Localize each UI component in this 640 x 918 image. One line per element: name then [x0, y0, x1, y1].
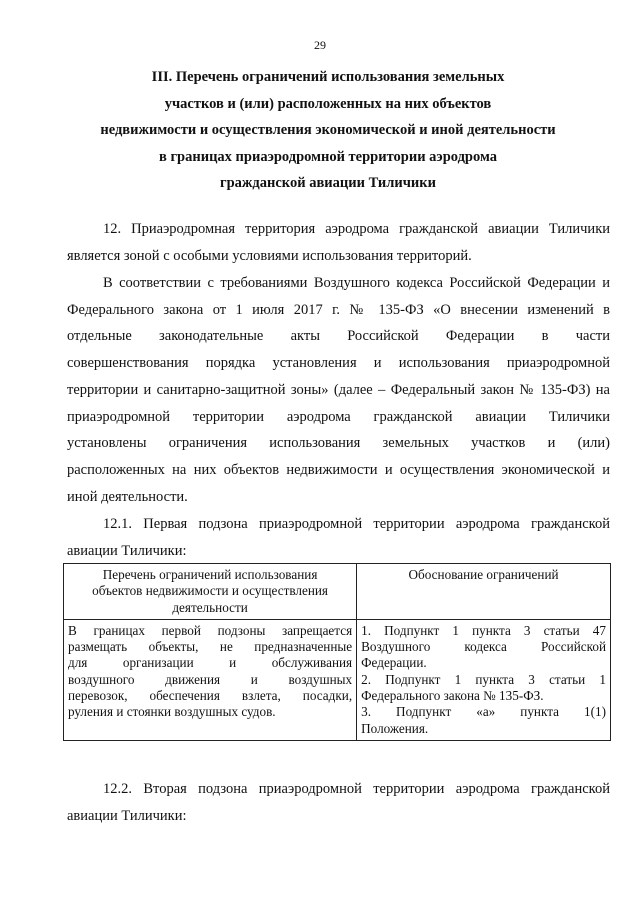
heading-line: участков и (или) расположенных на них объектов — [164, 95, 492, 112]
cell-line: 2. Подпункт 1 пункта 3 статьи 1 — [361, 671, 606, 687]
cell-restriction-text — [64, 619, 357, 740]
cell-line: перевозок, обеспечения взлета, посадки, — [68, 688, 353, 704]
page-number: 29 — [314, 38, 326, 52]
text-line: отдельные законодательные акты Российской Федерации в части — [67, 328, 610, 345]
header-line: деятельности — [172, 599, 248, 615]
cell-line: воздушного движения и воздушных — [68, 671, 353, 687]
heading-line: в границах приаэродромной территории аэродрома — [159, 148, 497, 165]
cell-line: Положения. — [361, 720, 429, 736]
header-line: объектов недвижимости и осуществления — [92, 583, 329, 599]
text-line: 12. Приаэродромная территория аэродрома гражданской авиации Тиличики — [103, 221, 610, 237]
text-line: 12.1. Первая подзона приаэродромной территории аэродрома гражданской — [103, 516, 610, 532]
heading-line: недвижимости и осуществления экономической и иной деятельности — [100, 122, 556, 138]
text-line: иной деятельности. — [67, 488, 188, 505]
cell-line: Федерации. — [361, 655, 427, 671]
text-line: расположенных на них объектов недвижимости и осуществления экономической и — [67, 461, 610, 478]
cell-line: 1. Подпункт 1 пункта 3 статьи 47 — [361, 622, 606, 638]
cell-justification-text — [357, 619, 611, 740]
cell-line: Федерального закона № 135-ФЗ. — [361, 688, 544, 704]
cell-line: В границах первой подзоны запрещается — [68, 622, 353, 638]
restrictions-table — [63, 563, 611, 741]
heading-line: гражданской авиации Тиличики — [220, 175, 436, 191]
paragraph-requirements — [67, 270, 610, 510]
cell-line: 3. Подпункт «а» пункта 1(1) — [361, 704, 606, 720]
header-line: Перечень ограничений использования — [102, 567, 318, 582]
heading-line: III. Перечень ограничений использования земельных — [151, 69, 505, 85]
cell-line: для организации и обслуживания — [68, 655, 353, 671]
text-line: является зоной с особыми условиями использования территорий. — [67, 247, 472, 264]
text-line: В соответствии с требованиями Воздушного кодекса Российской Федерации и — [103, 275, 610, 291]
text-line: 12.2. Вторая подзона приаэродромной территории аэродрома гражданской — [103, 781, 610, 797]
header-restrictions — [64, 564, 357, 620]
text-line: авиации Тиличики: — [67, 807, 187, 824]
header-justification — [357, 564, 611, 620]
section-heading — [68, 64, 588, 197]
text-line: совершенствования порядка установления и использования приаэродромной — [67, 355, 610, 372]
paragraph-12 — [67, 216, 610, 269]
text-line: Федерального закона от 1 июля 2017 г. № 135-ФЗ «О внесении изменений в — [67, 301, 610, 318]
table-header-row — [64, 564, 611, 620]
paragraph-12-1 — [67, 511, 610, 564]
text-line: приаэродромной территории аэродрома гражданской авиации Тиличики — [67, 408, 610, 425]
text-line: установлены ограничения использования земельных участков и (или) — [67, 435, 610, 452]
header-line: Обоснование ограничений — [408, 567, 559, 582]
table-row — [64, 619, 611, 740]
cell-line: Воздушного кодекса Российской — [361, 639, 606, 655]
text-line: территории и санитарно-защитной зоны» (далее – Федеральный закон № 135-ФЗ) на — [67, 381, 610, 398]
paragraph-12-2 — [67, 776, 610, 829]
cell-line: руления и стоянки воздушных судов. — [68, 704, 276, 720]
text-line: авиации Тиличики: — [67, 542, 187, 559]
cell-line: размещать объекты, не предназначенные — [68, 639, 353, 655]
